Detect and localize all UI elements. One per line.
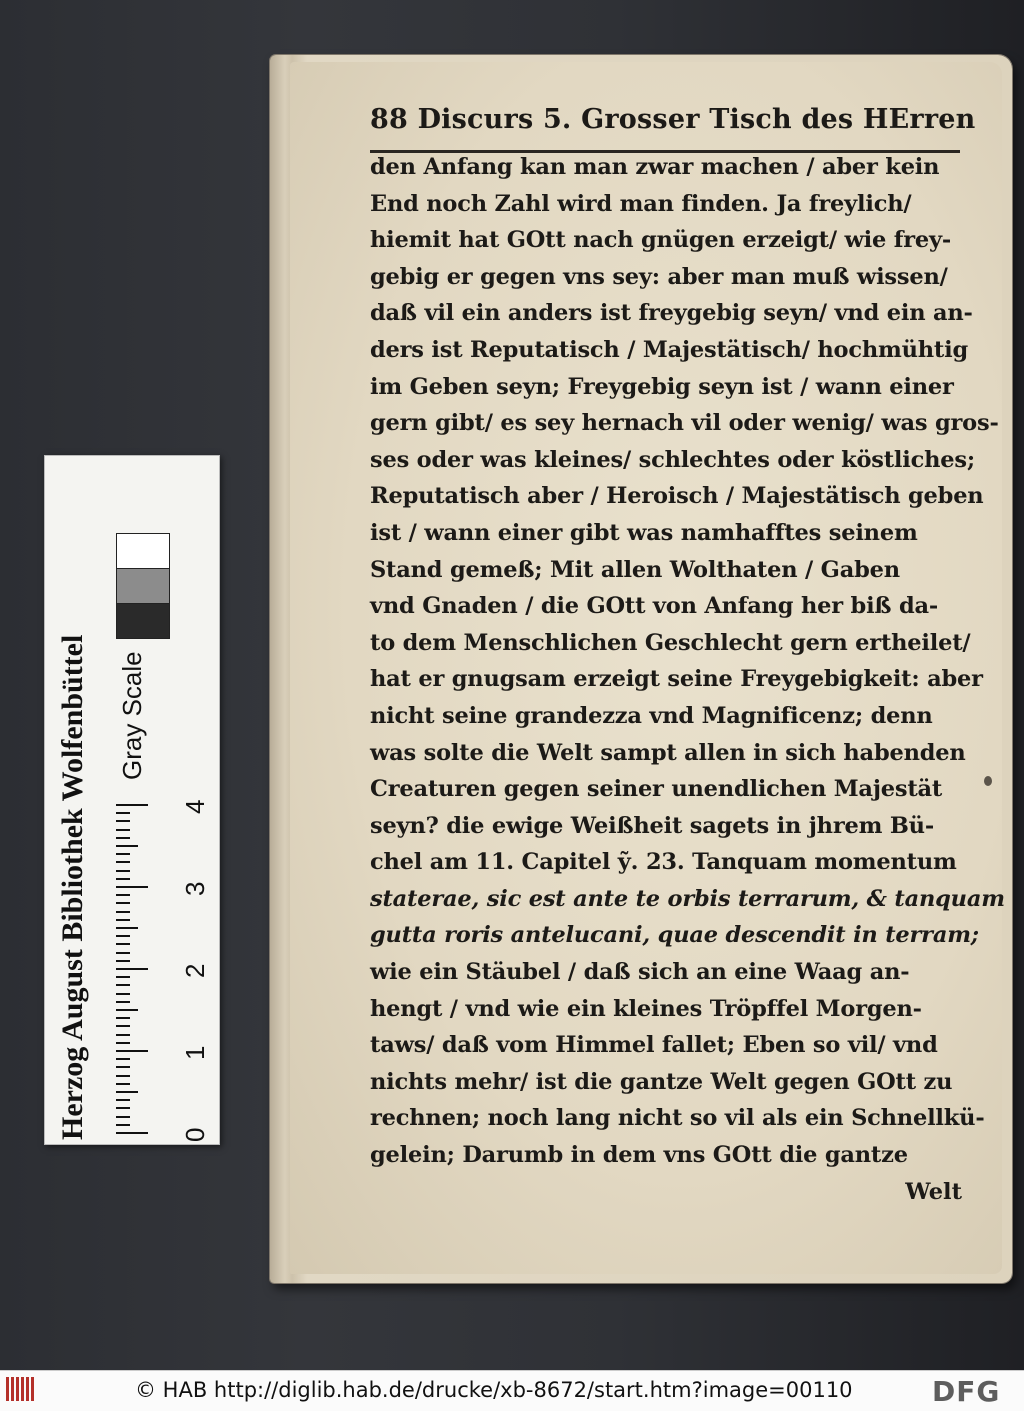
text-line: hiemit hat GOtt nach gnügen erzeigt/ wie frey- (370, 227, 952, 254)
text-line: den Anfang kan man zwar machen / aber kein (370, 154, 940, 180)
ruler-tick (116, 804, 148, 806)
text-line: ders ist Reputatisch / Majestätisch/ hochmühtig (370, 336, 968, 363)
text-line: to dem Menschlichen Geschlecht gern ertheilet/ (370, 629, 971, 656)
text-line: seyn? die ewige Weißheit sagets in jhrem Bü- (370, 812, 934, 839)
ruler-tick (116, 993, 130, 995)
text-line: gebig er gegen vns sey: aber man muß wissen/ (370, 263, 948, 290)
head-rule (370, 150, 960, 153)
hab-logo-icon (6, 1377, 42, 1405)
text-line-latin: gutta roris antelucani, quae descendit in terram; (370, 922, 979, 949)
ruler-number: 2 (180, 963, 210, 978)
ruler-tick (116, 861, 130, 863)
ruler-tick (116, 1075, 130, 1077)
text-line: rechnen; noch lang nicht so vil als ein Schnellkü- (370, 1105, 985, 1132)
ruler-tick (116, 1083, 130, 1085)
ruler-tick (116, 878, 130, 880)
ruler-tick (116, 935, 130, 937)
text-line: Creaturen gegen seiner unendlichen Majestät (370, 776, 943, 803)
ruler-tick (116, 984, 130, 986)
ruler-tick (116, 1116, 130, 1118)
ruler-tick (116, 1017, 130, 1019)
ruler-tick (116, 829, 130, 831)
ruler-tick (116, 1050, 148, 1052)
text-line: hengt / vnd wie ein kleines Tröpffel Morgen- (370, 995, 922, 1022)
ruler-tick (116, 1042, 130, 1044)
ruler-tick (116, 853, 130, 855)
ruler-tick (116, 837, 130, 839)
text-line: Reputatisch aber / Heroisch / Majestätisch geben (370, 483, 984, 510)
ruler-tick (116, 886, 148, 888)
text-line: nicht seine grandezza vnd Magnificenz; denn (370, 702, 933, 729)
footer-copyright-url[interactable]: © HAB http://diglib.hab.de/drucke/xb-8672/start.htm?image=00110 (135, 1378, 853, 1402)
text-line: chel am 11. Capitel ỹ. 23. Tanquam momentum (370, 849, 957, 876)
text-line: ist / wann einer gibt was namhafftes seinem (370, 519, 918, 546)
text-line: im Geben seyn; Freygebig seyn ist / wann einer (370, 373, 954, 400)
ruler-tick (116, 919, 130, 921)
ruler-tick (116, 1099, 130, 1101)
ruler-tick (116, 1066, 130, 1068)
ruler-tick (116, 960, 130, 962)
gray-swatch-white (116, 533, 170, 569)
text-line: nichts mehr/ ist die gantze Welt gegen GOtt zu (370, 1068, 953, 1095)
ruler-tick (116, 1058, 130, 1060)
ink-spot (984, 776, 992, 786)
scale-institution-label: Herzog August Bibliothek Wolfenbüttel (56, 634, 89, 1140)
ruler-tick (116, 911, 130, 913)
text-line-latin: staterae, sic est ante te orbis terrarum, & tanquam (370, 885, 1005, 912)
catchword: Welt (905, 1178, 962, 1205)
text-line: gern gibt/ es sey hernach vil oder wenig/ was gros- (370, 410, 999, 437)
running-head: 88 Discurs 5. Grosser Tisch des HErren (370, 104, 976, 135)
text-line: was solte die Welt sampt allen in sich habenden (370, 739, 966, 766)
ruler-number: 4 (180, 799, 210, 814)
ruler-tick (116, 902, 130, 904)
text-body (370, 149, 1005, 1174)
text-line: gelein; Darumb in dem vns GOtt die gantze (370, 1142, 908, 1169)
ruler-tick (116, 1091, 138, 1093)
ruler-tick (116, 1124, 130, 1126)
page-text (370, 104, 1005, 1210)
ruler-tick (116, 812, 130, 814)
ruler-tick (116, 927, 138, 929)
ruler-tick (116, 976, 130, 978)
ruler-tick (116, 1107, 130, 1109)
text-line: End noch Zahl wird man finden. Ja freylich/ (370, 190, 912, 217)
ruler-tick (116, 870, 130, 872)
ruler-tick (116, 943, 130, 945)
ruler-tick (116, 820, 130, 822)
ruler-tick (116, 1034, 130, 1036)
ruler-tick (116, 1001, 130, 1003)
text-line: wie ein Stäubel / daß sich an eine Waag an- (370, 959, 910, 986)
ruler-tick (116, 1025, 130, 1027)
ruler-tick (116, 952, 130, 954)
text-line: Stand gemeß; Mit allen Wolthaten / Gaben (370, 556, 900, 583)
text-line: daß vil ein anders ist freygebig seyn/ vnd ein an- (370, 300, 973, 327)
ruler-tick (116, 894, 130, 896)
text-line: hat er gnugsam erzeigt seine Freygebigkeit: aber (370, 666, 983, 693)
ruler-number: 0 (180, 1127, 210, 1142)
ruler-tick (116, 1009, 138, 1011)
dfg-logo: DFG (932, 1375, 1001, 1408)
footer-bar (0, 1370, 1024, 1411)
ruler-tick (116, 968, 148, 970)
ruler-tick (116, 845, 138, 847)
text-line: ses oder was kleines/ schlechtes oder köstliches; (370, 446, 975, 473)
gray-scale-label: Gray Scale (117, 651, 147, 780)
ruler-number: 1 (180, 1045, 210, 1060)
ruler-tick (116, 1132, 148, 1134)
text-line: taws/ daß vom Himmel fallet; Eben so vil/ vnd (370, 1032, 938, 1059)
text-line: vnd Gnaden / die GOtt von Anfang her biß da- (370, 593, 938, 620)
ruler-number: 3 (180, 881, 210, 896)
